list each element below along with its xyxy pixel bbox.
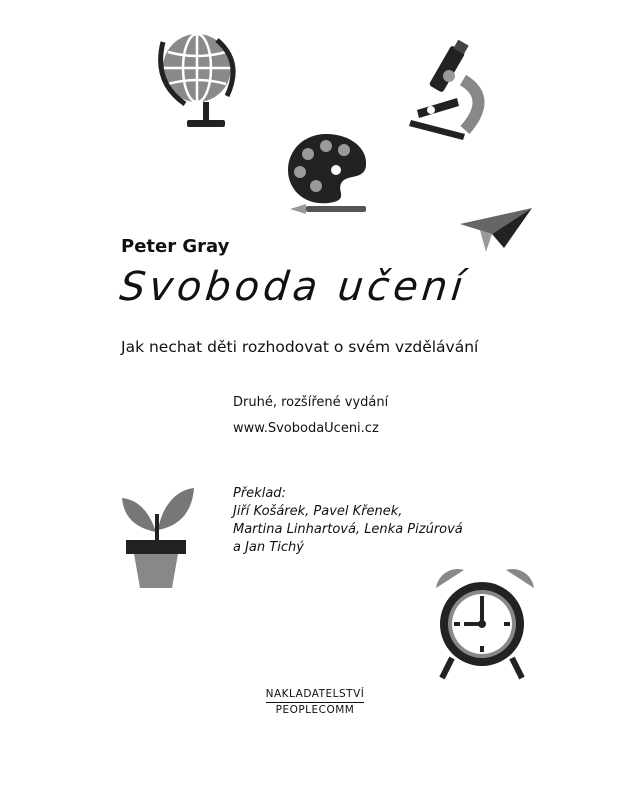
globe-icon (155, 22, 245, 132)
publisher-logo (0, 687, 630, 717)
plant-icon (120, 484, 196, 590)
book-title: Svoboda učení (117, 264, 469, 310)
palette-icon (286, 132, 370, 218)
microscope-icon (405, 40, 495, 140)
translation-credits (233, 485, 463, 557)
translator-line: Jiří Košárek, Pavel Křenek, (233, 504, 403, 519)
book-subtitle: Jak nechat děti rozhodovat o svém vzdělávání (121, 338, 479, 356)
edition-note: Druhé, rozšířené vydání (233, 395, 389, 410)
publisher-line1: NAKLADATELSTVÍ (266, 687, 365, 703)
publisher-line2: PEOPLECOMM (275, 704, 355, 716)
paper-plane-icon (458, 206, 536, 256)
translator-line: Martina Linhartová, Lenka Pizúrová (233, 522, 463, 537)
translator-line: a Jan Tichý (233, 540, 304, 555)
website-link[interactable]: www.SvobodaUceni.cz (233, 421, 379, 436)
author-name: Peter Gray (121, 236, 230, 257)
translation-label: Překlad: (233, 486, 286, 501)
alarm-clock-icon (434, 566, 536, 682)
